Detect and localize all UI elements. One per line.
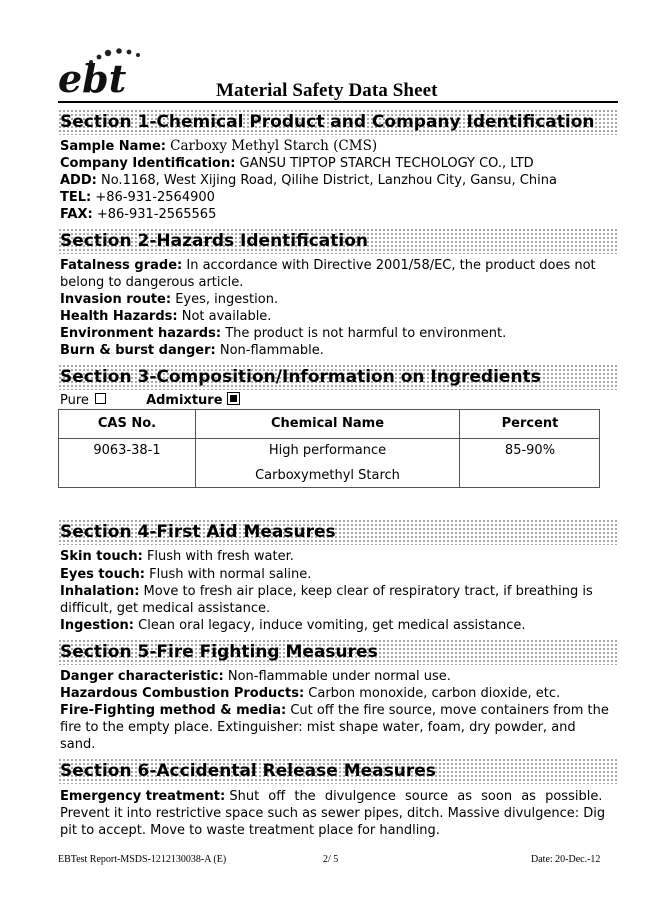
danger-row [60,668,451,685]
inhalation-value-cont: difficult, get medical assistance. [60,601,271,616]
eyes-value: Flush with normal saline. [149,567,312,582]
fire-fighting-value-cont: fire to the empty place. Extinguisher: mist shape water, foam, dry powder, and [60,720,576,735]
burn-value: Non-flammable. [219,343,324,358]
inhalation-row [60,583,593,600]
table-header-rule [59,438,599,439]
pure-admixture-row [60,392,240,409]
footer-report-id: EBTest Report-MSDS-1212130038-A (E) [58,854,227,865]
fax-value: +86-931-2565565 [96,207,217,222]
burn-label: Burn & burst danger: [60,343,216,358]
environment-label: Environment hazards: [60,326,222,341]
health-label: Health Hazards: [60,309,178,324]
emergency-row-cont [60,805,605,822]
fire-fighting-value-cont2: sand. [60,737,96,752]
admixture-label: Admixture [146,393,223,408]
emergency-row-cont2 [60,822,440,839]
section-3-title: Section 3-Composition/Information on Ingredients [60,367,541,387]
section-1-header [58,109,618,135]
fire-fighting-value: Cut off the fire source, move containers from the [290,703,609,718]
fatalness-row-cont [60,274,243,291]
inhalation-label: Inhalation: [60,584,140,599]
environment-row [60,325,506,342]
fire-fighting-row-cont2 [60,736,95,753]
fatalness-value-cont: belong to dangerous article. [60,275,244,290]
cell-percent: 85-90% [504,443,556,458]
health-value: Not available. [181,309,272,324]
header-rule [58,101,618,103]
hazardous-combustion-label: Hazardous Combustion Products: [60,686,305,701]
section-1-title: Section 1-Chemical Product and Company Identification [60,112,595,132]
fax-label: FAX: [60,207,93,222]
section-4-title: Section 4-First Aid Measures [60,522,336,542]
address-label: ADD: [60,173,97,188]
section-5-header [58,639,618,665]
inhalation-value: Move to fresh air place, keep clear of respiratory tract, if breathing is [143,584,593,599]
skin-row [60,548,294,565]
ingestion-value: Clean oral legacy, induce vomiting, get medical assistance. [138,618,526,633]
section-6-header [58,758,618,784]
tel-label: TEL: [60,190,92,205]
section-2-header [58,228,618,254]
address-value: No.1168, West Xijing Road, Qilihe District, Lanzhou City, Gansu, China [100,173,557,188]
admixture-checkbox [227,392,240,405]
ebt-logo [52,44,162,100]
fatalness-label: Fatalness grade: [60,258,183,273]
header-percent: Percent [501,416,559,431]
eyes-row [60,566,311,583]
danger-value: Non-flammable under normal use. [227,669,451,684]
emergency-label: Emergency treatment: [60,789,226,804]
fatalness-value: In accordance with Directive 2001/58/EC, the product does not [186,258,596,273]
burn-row [60,342,324,359]
invasion-value: Eyes, ingestion. [175,292,279,307]
logo-text: ebt [58,56,127,100]
section-6-title: Section 6-Accidental Release Measures [60,761,436,781]
header-chemical-name: Chemical Name [270,416,385,431]
hazardous-combustion-row [60,685,560,702]
section-3-header [58,364,618,390]
tel-row [60,189,215,206]
section-2-title: Section 2-Hazards Identification [60,231,369,251]
skin-value: Flush with fresh water. [146,549,294,564]
company-value: GANSU TIPTOP STARCH TECHOLOGY CO., LTD [239,156,534,171]
pure-label: Pure [60,393,89,408]
hazardous-combustion-value: Carbon monoxide, carbon dioxide, etc. [308,686,561,701]
pure-checkbox [95,393,106,404]
company-label: Company Identification: [60,156,236,171]
emergency-row [60,788,602,805]
section-5-title: Section 5-Fire Fighting Measures [60,642,378,662]
cell-cas: 9063-38-1 [93,443,161,458]
fax-row [60,206,216,223]
footer-date: Date: 20-Dec.-12 [531,854,601,865]
cell-name-line1: High performance [268,443,387,458]
sample-name-label: Sample Name: [60,139,166,154]
inhalation-row-cont [60,600,270,617]
fire-fighting-row [60,702,609,719]
cell-name-line2: Carboxymethyl Starch [255,468,400,483]
composition-table [58,409,600,488]
fire-fighting-row-cont [60,719,576,736]
fire-fighting-label: Fire-Fighting method & media: [60,703,287,718]
company-row [60,155,534,172]
address-row [60,172,557,189]
emergency-value-cont: Prevent it into restrictive space such as sewer pipes, ditch. Massive divulgence: Dig [60,806,606,821]
health-row [60,308,271,325]
emergency-value-cont2: pit to accept. Move to waste treatment place for handling. [60,823,440,838]
fatalness-row [60,257,596,274]
environment-value: The product is not harmful to environment. [225,326,507,341]
eyes-label: Eyes touch: [60,567,145,582]
header-cas: CAS No. [97,416,157,431]
ingestion-label: Ingestion: [60,618,135,633]
invasion-label: Invasion route: [60,292,172,307]
ingestion-row [60,617,525,634]
invasion-row [60,291,278,308]
section-4-header [58,519,618,545]
emergency-value: Shut off the divulgence source as soon as possible. [229,789,603,804]
sample-name-row [60,138,377,155]
sample-name-value: Carboxy Methyl Starch (CMS) [170,138,378,154]
footer-page-number: 2/ 5 [323,854,339,865]
document-title: Material Safety Data Sheet [216,80,438,101]
danger-label: Danger characteristic: [60,669,224,684]
tel-value: +86-931-2564900 [95,190,215,205]
skin-label: Skin touch: [60,549,143,564]
